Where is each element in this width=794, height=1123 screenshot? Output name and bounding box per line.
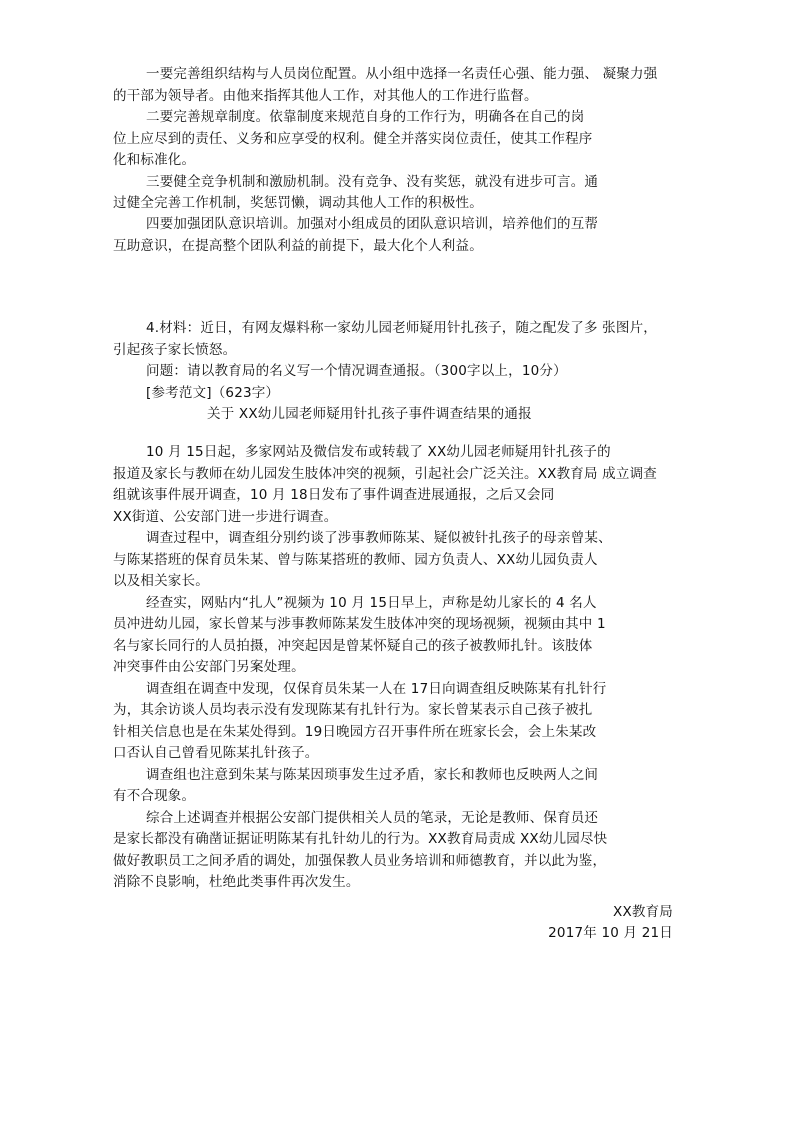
reference-label: [参考范文]（623字） [146, 385, 280, 401]
body-line: 员冲进幼儿园，家长曾某与涉事教师陈某发生肢体冲突的现场视频，视频由其中 1 [113, 616, 606, 632]
body-line: 冲突事件由公安部门另案处理。 [113, 659, 305, 675]
signature-date: 2017年 10 月 21日 [548, 925, 673, 941]
para-competition-cont: 过健全完善工作机制，奖惩罚懒，调动其他人工作的积极性。 [113, 195, 483, 211]
body-line: 口否认自己曾看见陈某扎针孩子。 [113, 745, 319, 761]
body-line: 调查组在调查中发现，仅保育员朱某一人在 17日向调查组反映陈某有扎针行 [146, 681, 607, 697]
body-line: 调查过程中，调查组分别约谈了涉事教师陈某、疑似被针扎孩子的母亲曾某、 [146, 530, 612, 546]
body-line: XX街道、公安部门进一步进行调查。 [113, 509, 338, 525]
question-prompt: 问题：请以教育局的名义写一个情况调查通报。（300字以上，10分） [146, 363, 567, 379]
body-line: 与陈某搭班的保育员朱某、曾与陈某搭班的教师、园方负责人、XX幼儿园负责人 [113, 552, 598, 568]
body-line: 做好教职员工之间矛盾的调处，加强保教人员业务培训和师德教育，并以此为鉴， [113, 853, 607, 869]
para-rules-cont: 化和标准化。 [113, 152, 196, 168]
body-line: 10 月 15日起，多家网站及微信发布或转载了 XX幼儿园老师疑用针扎孩子的 [146, 444, 611, 460]
body-line: 组就该事件展开调查，10 月 18日发布了事件调查进展通报，之后又会同 [113, 487, 555, 503]
body-line: 针相关信息也是在朱某处得到。19日晚园方召开事件所在班家长会，会上朱某改 [113, 724, 597, 740]
body-line: 报道及家长与教师在幼儿园发生肢体冲突的视频，引起社会广泛关注。XX教育局 成立调查 [113, 466, 657, 482]
signature-org: XX教育局 [613, 904, 673, 920]
question-material: 4.材料：近日，有网友爆料称一家幼儿园老师疑用针扎孩子，随之配发了多 张图片， [146, 320, 657, 336]
body-line: 为，其余访谈人员均表示没有发现陈某有扎针行为。家长曾某表示自己孩子被扎 [113, 702, 593, 718]
body-line: 消除不良影响，杜绝此类事件再次发生。 [113, 874, 360, 890]
body-line: 综合上述调查并根据公安部门提供相关人员的笔录，无论是教师、保育员还 [146, 810, 599, 826]
body-line: 调查组也注意到朱某与陈某因琐事发生过矛盾，家长和教师也反映两人之间 [146, 767, 599, 783]
body-line: 名与家长同行的人员拍摄，冲突起因是曾某怀疑自己的孩子被教师扎针。该肢体 [113, 638, 593, 654]
para-team-training-cont: 互助意识，在提高整个团队利益的前提下，最大化个人利益。 [113, 238, 483, 254]
para-org-structure-cont: 的干部为领导者。由他来指挥其他人工作，对其他人的工作进行监督。 [113, 88, 538, 104]
body-line: 有不合现象。 [113, 788, 196, 804]
para-org-structure: 一要完善组织结构与人员岗位配置。从小组中选择一名责任心强、能力强、 凝聚力强 [146, 66, 658, 82]
para-rules: 二要完善规章制度。依靠制度来规范自身的工作行为，明确各在自己的岗 [146, 109, 585, 125]
body-line: 以及相关家长。 [113, 573, 209, 589]
report-title: 关于 XX幼儿园老师疑用针扎孩子事件调查结果的通报 [207, 406, 532, 422]
question-material-cont: 引起孩子家长愤怒。 [113, 342, 237, 358]
body-line: 是家长都没有确凿证据证明陈某有扎针幼儿的行为。XX教育局责成 XX幼儿园尽快 [113, 831, 608, 847]
para-team-training: 四要加强团队意识培训。加强对小组成员的团队意识培训，培养他们的互帮 [146, 216, 599, 232]
body-line: 经查实，网贴内“扎人”视频为 10 月 15日早上，声称是幼儿家长的 4 名人 [146, 595, 597, 611]
para-competition: 三要健全竞争机制和激励机制。没有竞争、没有奖惩，就没有进步可言。通 [146, 174, 599, 190]
para-rules-cont: 位上应尽到的责任、义务和应享受的权利。健全并落实岗位责任，使其工作程序 [113, 131, 593, 147]
